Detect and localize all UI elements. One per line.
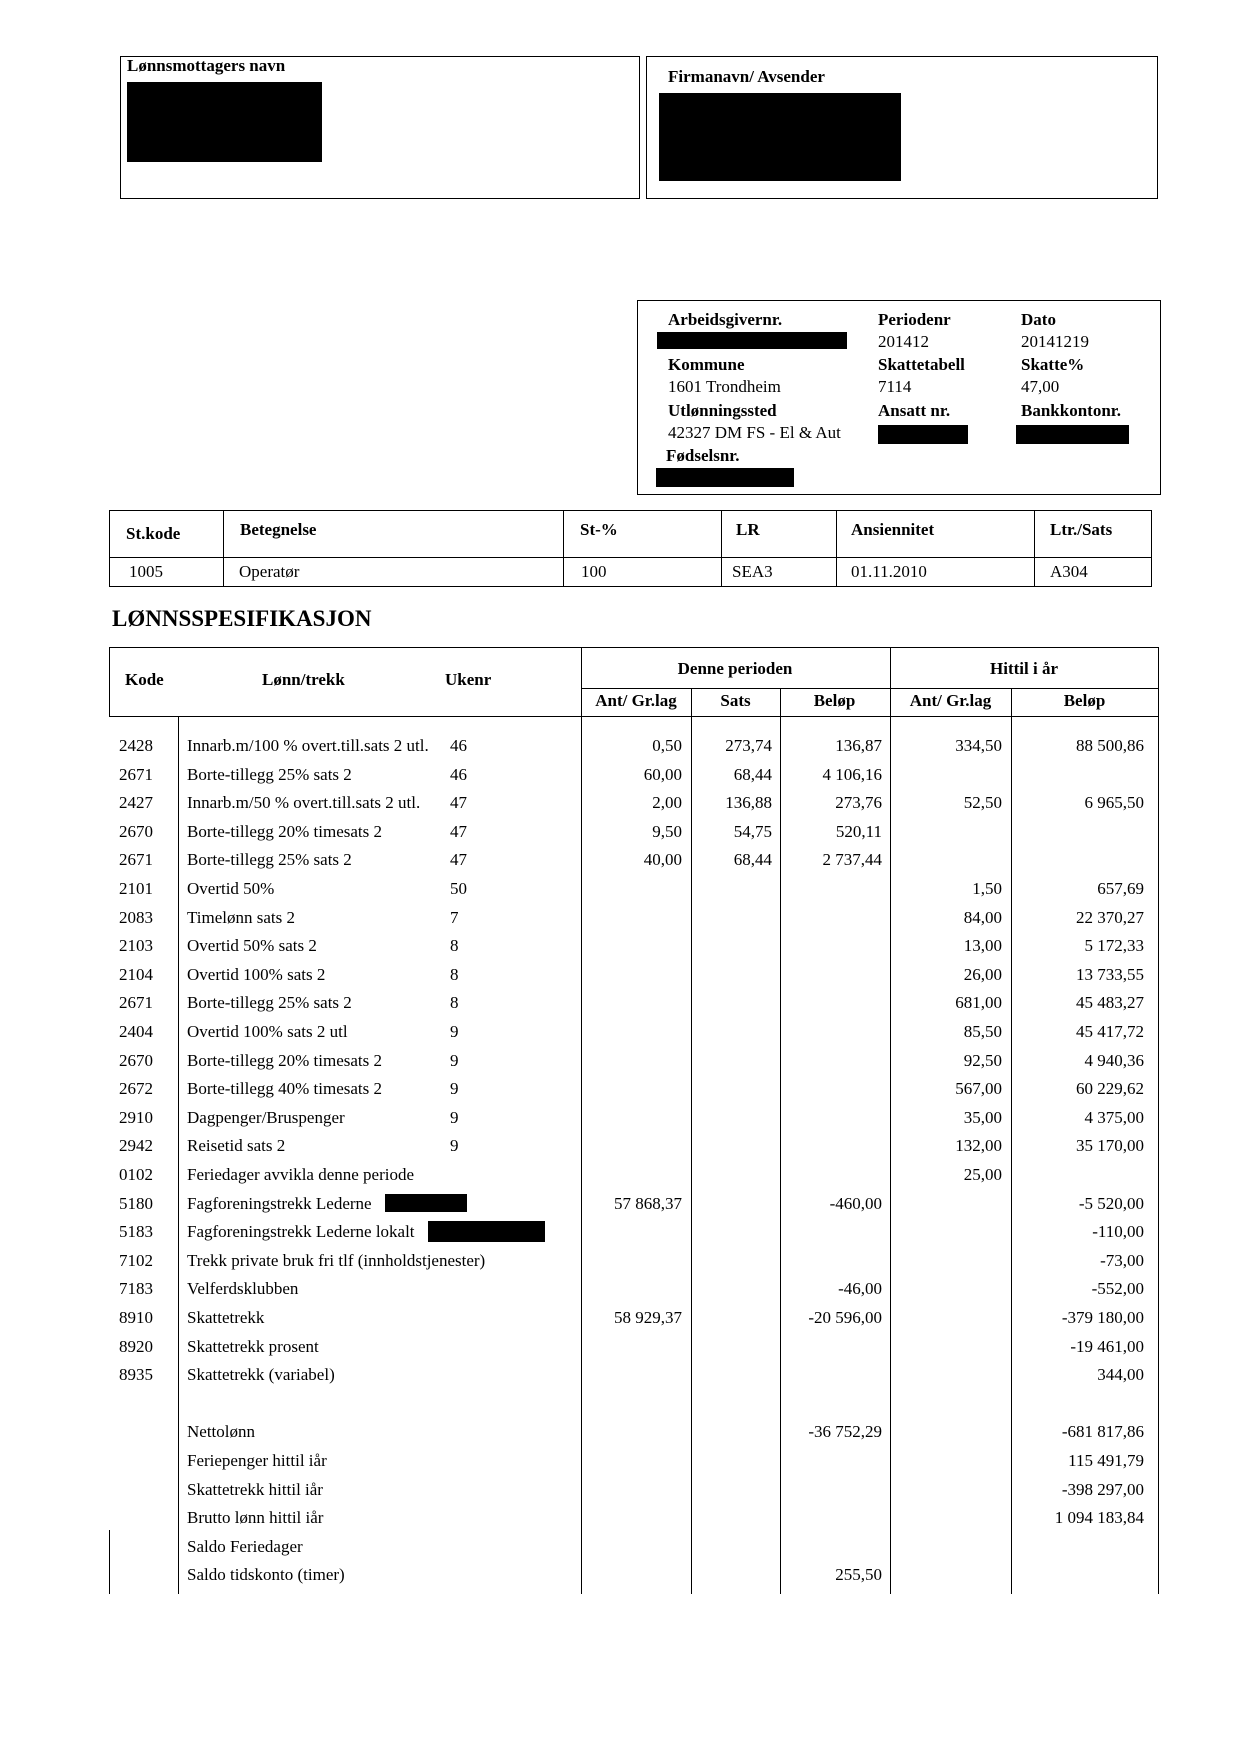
row-kode: 2671 [119,850,153,870]
row-text: Timelønn sats 2 [187,907,296,927]
row-ukenr: 47 [450,850,467,870]
spec-column-line [109,1530,110,1594]
sender-label: Firmanavn/ Avsender [668,67,825,86]
row-belop: 4 106,16 [822,764,882,784]
spec-left-line [109,647,110,717]
spec-right-line [1158,647,1159,717]
row-hittil-ant: 334,50 [955,736,1002,755]
row-ukenr: 50 [450,879,467,898]
row-text: Skattetrekk prosent [187,1336,319,1356]
ant2-header: Ant/ Gr.lag [909,691,992,710]
lr-header: LR [736,520,760,539]
row-text: Borte-tillegg 20% timesats 2 [187,821,382,841]
stkode-header: St.kode [126,524,181,543]
row-hittil-belop: 45 417,72 [1076,1022,1144,1041]
position-col-line [836,510,837,587]
summary-hittil-belop: 115 491,79 [1068,1451,1144,1470]
row-kode: 2671 [119,993,153,1013]
row-ant: 0,50 [652,736,682,755]
row-hittil-belop: 88 500,86 [1076,736,1144,755]
position-table-divider [109,557,1152,558]
row-ukenr: 46 [450,736,467,755]
row-text: Fagforeningstrekk Lederne [187,1193,372,1213]
arbeidsgiver-label: Arbeidsgivernr. [668,310,783,329]
sender-name-redacted [659,93,901,181]
spec-column-line [581,647,582,1594]
periode-label: Periodenr [878,310,951,329]
skatteprosent-value: 47,00 [1021,377,1060,396]
row-ant: 9,50 [652,821,682,841]
row-sats: 68,44 [733,764,772,784]
fagforening-lokalt-redacted [428,1221,545,1242]
row-kode: 5183 [119,1222,153,1242]
row-hittil-belop: 22 370,27 [1076,907,1144,927]
row-belop: 520,11 [835,821,882,841]
row-kode: 7102 [119,1250,153,1270]
row-sats: 68,44 [733,850,772,870]
row-ant: 2,00 [652,793,682,813]
row-text: Velferdsklubben [187,1279,299,1299]
summary-text: Feriepenger hittil iår [187,1451,327,1470]
row-text: Overtid 100% sats 2 utl [187,1022,348,1041]
skattetabell-value: 7114 [878,377,912,396]
row-hittil-belop: -5 520,00 [1078,1193,1144,1213]
row-hittil-belop: -19 461,00 [1070,1336,1144,1356]
row-belop: 136,87 [835,736,882,755]
skattetabell-label: Skattetabell [878,355,965,374]
summary-text: Nettolønn [187,1422,255,1442]
row-hittil-belop: 344,00 [1097,1365,1144,1385]
spec-top-line [109,647,1159,648]
summary-hittil-belop: 1 094 183,84 [1054,1508,1144,1528]
belop2-header: Beløp [1063,691,1106,710]
skatteprosent-label: Skatte% [1021,355,1085,374]
betegnelse-value: Operatør [239,562,300,581]
arbeidsgiver-redacted [657,332,847,349]
row-ukenr: 9 [450,1022,459,1041]
row-kode: 2428 [119,736,153,755]
row-belop: 273,76 [835,793,882,813]
spec-header-bottom-line [109,716,1159,717]
betegnelse-header: Betegnelse [240,520,317,539]
belop1-header: Beløp [813,691,856,710]
row-ukenr: 9 [450,1050,459,1070]
summary-text: Skattetrekk hittil iår [187,1479,323,1499]
ant1-header: Ant/ Gr.lag [595,691,677,710]
row-kode: 2672 [119,1079,153,1099]
row-hittil-belop: 45 483,27 [1076,993,1144,1013]
ansiennitet-header: Ansiennitet [851,520,935,539]
ltrsats-header: Ltr./Sats [1050,520,1113,539]
spec-column-line [178,717,179,1594]
row-hittil-belop: 4 375,00 [1084,1107,1144,1127]
row-hittil-ant: 132,00 [955,1136,1002,1156]
row-text: Trekk private bruk fri tlf (innholdstjenester) [187,1250,486,1270]
fodsel-label: Fødselsnr. [666,446,740,465]
row-hittil-ant: 25,00 [963,1165,1002,1184]
row-hittil-ant: 567,00 [955,1079,1002,1099]
row-ukenr: 9 [450,1136,459,1156]
row-hittil-ant: 26,00 [963,964,1002,984]
row-hittil-ant: 85,50 [963,1022,1002,1041]
row-hittil-belop: -73,00 [1100,1250,1144,1270]
lr-value: SEA3 [732,562,773,581]
summary-text: Saldo tidskonto (timer) [187,1565,345,1585]
ansiennitet-value: 01.11.2010 [851,562,927,581]
row-kode: 2101 [119,879,153,898]
lonn-header: Lønn/trekk [262,670,345,689]
recipient-name-redacted [127,82,322,162]
row-belop: -20 596,00 [808,1308,882,1327]
row-sats: 136,88 [725,793,772,813]
row-hittil-ant: 84,00 [963,907,1002,927]
kommune-label: Kommune [668,355,745,374]
row-text: Feriedager avvikla denne periode [187,1165,415,1184]
stprosent-value: 100 [581,562,607,581]
row-hittil-belop: 4 940,36 [1084,1050,1144,1070]
row-hittil-belop: 60 229,62 [1076,1079,1144,1099]
row-ukenr: 9 [450,1107,459,1127]
ukenr-header: Ukenr [445,670,492,689]
row-belop: -46,00 [838,1279,882,1299]
row-kode: 2910 [119,1107,153,1127]
row-text: Borte-tillegg 25% sats 2 [187,850,352,870]
row-ant: 40,00 [643,850,682,870]
row-kode: 8920 [119,1336,153,1356]
row-text: Reisetid sats 2 [187,1136,286,1156]
summary-text: Brutto lønn hittil iår [187,1508,324,1528]
row-kode: 8935 [119,1365,153,1385]
row-ukenr: 47 [450,821,467,841]
row-ukenr: 46 [450,764,467,784]
recipient-label: Lønnsmottagers navn [127,56,286,75]
row-text: Fagforeningstrekk Lederne lokalt [187,1222,415,1242]
dato-label: Dato [1021,310,1056,329]
row-belop: -460,00 [829,1193,882,1213]
row-hittil-ant: 681,00 [955,993,1002,1013]
row-kode: 2670 [119,821,153,841]
row-ant: 58 929,37 [614,1308,682,1327]
row-kode: 2942 [119,1136,153,1156]
stkode-value: 1005 [129,562,163,581]
dato-value: 20141219 [1021,332,1089,351]
summary-hittil-belop: -398 297,00 [1061,1479,1144,1499]
ltrsats-value: A304 [1050,562,1088,581]
row-ant: 57 868,37 [614,1193,682,1213]
row-kode: 8910 [119,1308,153,1327]
row-kode: 2427 [119,793,153,813]
bankkonto-redacted [1016,425,1129,444]
spec-subheader-line [581,688,1159,689]
row-kode: 5180 [119,1193,153,1213]
summary-belop: -36 752,29 [808,1422,882,1442]
row-hittil-ant: 1,50 [972,879,1002,898]
row-kode: 2671 [119,764,153,784]
row-kode: 0102 [119,1165,153,1184]
row-text: Skattetrekk [187,1308,265,1327]
kode-header: Kode [125,670,164,689]
stprosent-header: St-% [580,520,618,539]
section-title: LØNNSSPESIFIKASJON [112,606,372,631]
row-hittil-ant: 92,50 [963,1050,1002,1070]
denne-perioden-header: Denne perioden [677,659,793,678]
summary-belop: 255,50 [835,1565,882,1585]
ansatt-label: Ansatt nr. [878,401,951,420]
row-ukenr: 8 [450,964,459,984]
row-text: Skattetrekk (variabel) [187,1365,335,1385]
hittil-header: Hittil i år [990,659,1058,678]
row-kode: 2404 [119,1022,153,1041]
spec-column-line [1158,717,1159,1594]
row-text: Innarb.m/100 % overt.till.sats 2 utl. [187,736,429,755]
sats-header: Sats [720,691,751,710]
bankkonto-label: Bankkontonr. [1021,401,1122,420]
periode-value: 201412 [878,332,929,351]
row-kode: 2104 [119,964,153,984]
row-text: Borte-tillegg 20% timesats 2 [187,1050,382,1070]
row-kode: 2670 [119,1050,153,1070]
row-hittil-belop: 6 965,50 [1084,793,1144,813]
row-hittil-belop: 657,69 [1097,879,1144,898]
position-col-line [721,510,722,587]
summary-text: Saldo Feriedager [187,1536,303,1556]
row-ukenr: 47 [450,793,467,813]
row-hittil-belop: 5 172,33 [1084,936,1144,956]
row-sats: 54,75 [733,821,772,841]
row-kode: 2103 [119,936,153,956]
position-col-line [1034,510,1035,587]
summary-hittil-belop: -681 817,86 [1061,1422,1144,1442]
row-text: Borte-tillegg 25% sats 2 [187,764,352,784]
row-ukenr: 9 [450,1079,459,1099]
fodsel-redacted [656,468,794,487]
row-text: Borte-tillegg 40% timesats 2 [187,1079,382,1099]
row-text: Overtid 50% sats 2 [187,936,317,956]
row-belop: 2 737,44 [822,850,882,870]
row-hittil-belop: 35 170,00 [1076,1136,1144,1156]
row-text: Overtid 100% sats 2 [187,964,326,984]
row-ukenr: 8 [450,993,459,1013]
row-hittil-belop: -379 180,00 [1061,1308,1144,1327]
position-col-line [223,510,224,587]
row-hittil-belop: -552,00 [1091,1279,1144,1299]
utlonning-label: Utlønningssted [668,401,777,420]
fagforening-redacted [385,1194,467,1212]
kommune-value: 1601 Trondheim [668,377,781,396]
row-hittil-ant: 52,50 [963,793,1002,813]
row-text: Overtid 50% [187,879,275,898]
row-ukenr: 8 [450,936,459,956]
row-hittil-ant: 35,00 [963,1107,1002,1127]
utlonning-value: 42327 DM FS - El & Aut [668,423,841,442]
row-text: Dagpenger/Bruspenger [187,1107,345,1127]
row-kode: 2083 [119,907,153,927]
row-text: Innarb.m/50 % overt.till.sats 2 utl. [187,793,421,813]
row-text: Borte-tillegg 25% sats 2 [187,993,352,1013]
row-hittil-belop: 13 733,55 [1076,964,1144,984]
row-kode: 7183 [119,1279,153,1299]
row-sats: 273,74 [725,736,772,755]
row-ukenr: 7 [450,907,459,927]
row-hittil-ant: 13,00 [963,936,1002,956]
ansatt-redacted [878,425,968,444]
row-ant: 60,00 [643,764,682,784]
row-hittil-belop: -110,00 [1092,1222,1144,1242]
position-col-line [563,510,564,587]
